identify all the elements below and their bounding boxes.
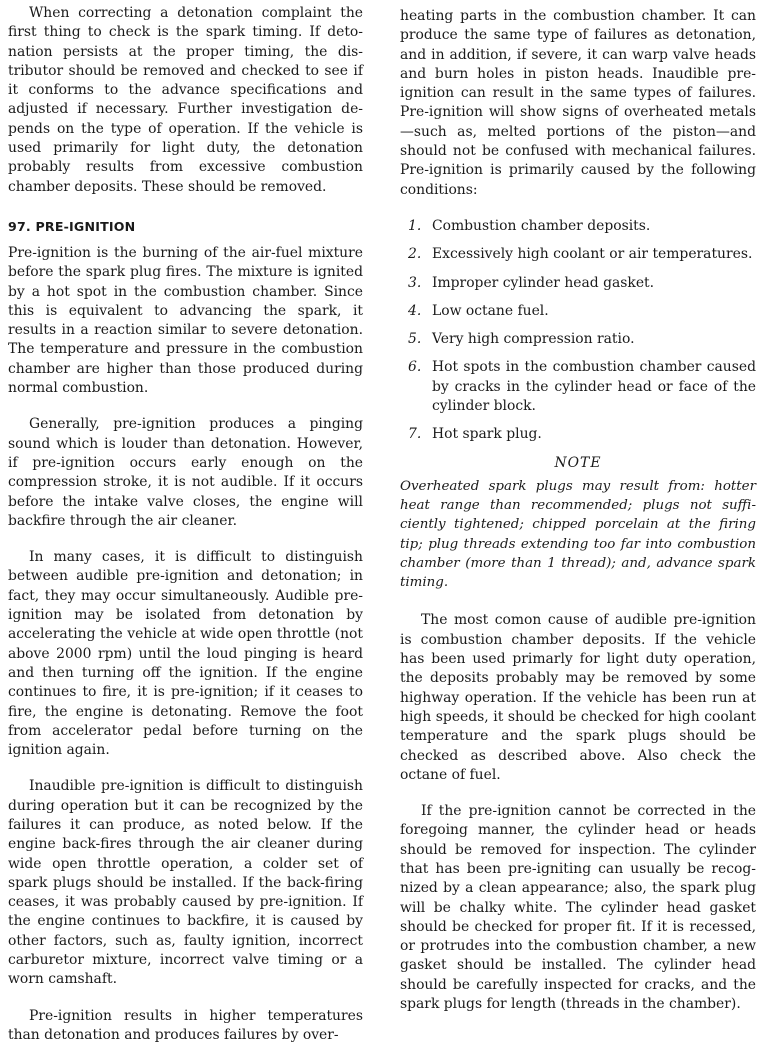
cylinder-head-inspection-paragraph: If the pre-ignition cannot be corrected in the foregoing manner, the cylinder head or heads should be removed for inspection. The cylinder that has been pre-igniting can usually be recognized by a clean appearance; also, the spark plug will be chalky white. The cylinder head gasket should be checked for proper fit. If it is recessed, or protrudes into the combustion chamber, a new gasket should be installed. The cylinder head should be carefully inspected for cracks, and the spark plugs for length (threads in the chamber). [400, 803, 756, 1013]
right-column [400, 7, 756, 1031]
pinging-sound-paragraph: Generally, pre-ignition produces a pinging sound which is louder than detonation. However, if pre-ignition occurs early enough on the compression stroke, it is not audible. If it occurs before the intake valve closes, the engine will backfire through the air cleaner. [8, 416, 363, 529]
causes-list [400, 217, 756, 445]
left-column [8, 4, 363, 1062]
note-title: NOTE [554, 454, 602, 471]
note-body: Overheated spark plugs may result from: hotter heat range than recommended; plugs not sufficiently tightened; chipped porcelain at the firing tip; plug threads extending too far into combustion chamber (more than 1 thread); and, advance spark timing. [400, 478, 756, 591]
common-cause-paragraph: The most comon cause of audible pre-ignition is combustion chamber deposits. If the vehicle has been used primarly for light duty operation, the deposits probably may be removed by some highway operation. If the vehicle has been run at high speeds, it should be checked for high coolant temperature and the spark plugs should be checked as described above. Also check the octane of fuel. [400, 612, 756, 783]
detonation-correction-paragraph: When correcting a detonation complaint the first thing to check is the spark timing. If detonation persists at the proper timing, the distributor should be removed and checked to see if it conforms to the advance specifications and adjusted if necessary. Further investigation depends on the type of operation. If the vehicle is used primarily for light duty, the detonation probably results from excessive combustion chamber deposits. These should be removed. [8, 5, 363, 195]
list-item: 3. Improper cylinder head gasket. [408, 274, 655, 291]
higher-temperatures-paragraph: Pre-ignition results in higher temperatures than detonation and produces failures by over- [8, 1007, 363, 1043]
list-item: 7. Hot spark plug. [408, 426, 542, 443]
overheating-parts-paragraph: heating parts in the combustion chamber. It can produce the same type of failures as detonation, and in addition, if severe, it can warp valve heads and burn holes in piston heads. Inaudible pre-ignition can result in the same types of failures. Pre-ignition will show signs of overheated metals—such as, melted portions of the piston—and should not be confused with mechanical failures. Pre-ignition is primarily caused by the following conditions: [400, 8, 756, 198]
list-item: 4. Low octane fuel. [408, 302, 549, 319]
list-item: 6. Hot spots in the combustion chamber caused by cracks in the cylinder head or face of the cylinder block. [408, 359, 756, 415]
section-heading-pre-ignition: 97. PRE-IGNITION [8, 218, 136, 234]
pre-ignition-definition-paragraph: Pre-ignition is the burning of the air-fuel mixture before the spark plug fires. The mixture is ignited by a hot spot in the combustion chamber. Since this is equivalent to advancing the spark, it results in a reaction similar to severe detonation. The temperature and pressure in the combustion chamber are higher than those produced during normal combustion. [8, 244, 363, 397]
list-item: 1. Combustion chamber deposits. [408, 217, 651, 234]
distinguish-paragraph: In many cases, it is difficult to distinguish between audible pre-ignition and detonation; in fact, they may occur simultaneously. Audible pre-ignition may be isolated from detonation by accelerating the vehicle at wide open throttle (not above 2000 rpm) until the loud pinging is heard and then turning off the ignition. If the engine continues to fire, it is pre-ignition; if it ceases to fire, the engine is detonating. Remove the foot from accelerator pedal before turning on the ignition again. [8, 549, 363, 759]
inaudible-pre-ignition-paragraph: Inaudible pre-ignition is difficult to distinguish during operation but it can be recognized by the failures it can produce, as noted below. If the engine back-fires through the air cleaner during wide open throttle operation, a colder set of spark plugs should be installed. If the back-firing ceases, it was probably caused by pre-ignition. If the engine continues to backfire, it is caused by other factors, such as, faulty ignition, incorrect carburetor mixture, incorrect valve timing or a worn camshaft. [8, 778, 363, 988]
list-item: 2. Excessively high coolant or air temperatures. [408, 246, 753, 263]
list-item: 5. Very high compression ratio. [408, 331, 635, 348]
